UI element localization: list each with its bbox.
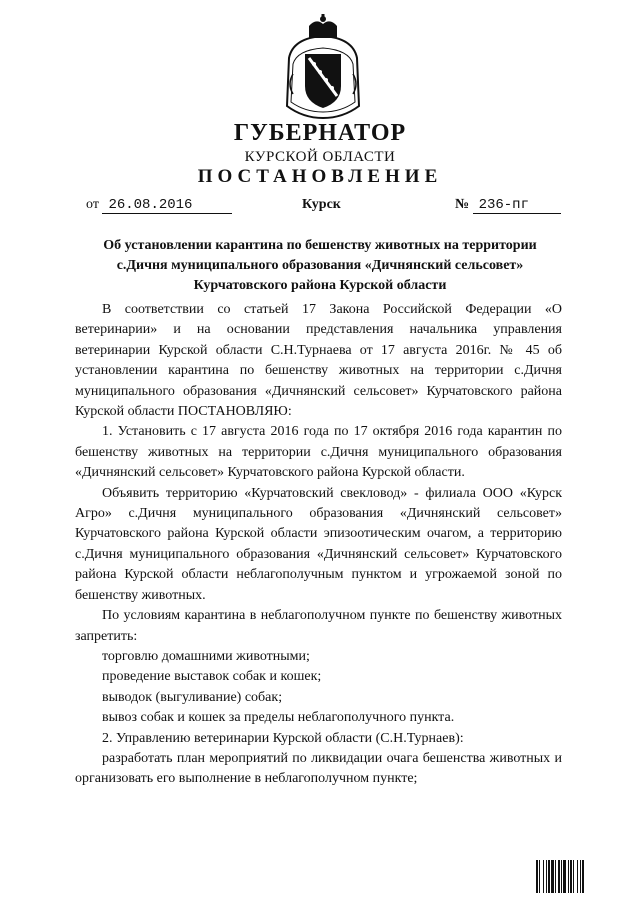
date-prefix: от — [86, 197, 99, 212]
body-paragraph: 1. Установить с 17 августа 2016 года по 17 октября 2016 года карантин по бешенству животных на территории с.Дичня муниципального образования «Дичнянский сельсовет» Курчатовского района Курской области. — [75, 424, 562, 481]
coat-of-arms-icon — [283, 14, 363, 122]
document-type-title: ПОСТАНОВЛЕНИЕ — [197, 166, 443, 187]
subject-line: Курчатовского района Курской области — [193, 278, 447, 293]
number-prefix: № — [455, 197, 470, 212]
body-paragraph: 2. Управлению ветеринарии Курской области (С.Н.Турнаев): — [102, 730, 464, 746]
body-paragraph: разработать план мероприятий по ликвидации очага бешенства животных и организовать его выполнение в неблагополучном пункте; — [75, 750, 562, 787]
body-paragraph: По условиям карантина в неблагополучном пункте по бешенству животных запретить: — [75, 608, 562, 644]
list-item: проведение выставок собак и кошек; — [102, 669, 322, 685]
document-city: Курск — [302, 197, 341, 212]
list-item: торговлю домашними животными; — [102, 648, 310, 664]
list-item: вывоз собак и кошек за пределы неблагополучного пункта. — [102, 710, 455, 726]
barcode-icon — [536, 860, 613, 893]
region-title: КУРСКОЙ ОБЛАСТИ — [244, 149, 396, 165]
date-value: 26.08.2016 — [102, 197, 232, 214]
body-paragraph: В соответствии со статьей 17 Закона Российской Федерации «О ветеринарии» и на основании представления начальника управления ветеринарии Курской области С.Н.Турнаева от 17 августа 2016г. № 45 об установлении карантина по бешенству животных на территории с.Дичня муниципального образования «Дичнянский сельсовет» Курчатовского района Курской области ПОСТАНОВЛЯЮ: — [75, 302, 562, 420]
list-item: выводок (выгуливание) собак; — [102, 689, 283, 705]
governor-title: ГУБЕРНАТОР — [233, 120, 407, 146]
document-number — [455, 197, 561, 214]
document-date — [86, 197, 232, 214]
subject-line: Об установлении карантина по бешенству животных на территории — [103, 238, 537, 253]
body-paragraph: Объявить территорию «Курчатовский свекловод» - филиала ООО «Курск Агро» с.Дичня муниципального образования «Дичнянский сельсовет» Курчатовского района Курской области эпизоотическим очагом, а территорию с.Дичня муниципального образования «Дичнянский сельсовет» Курчатовского района Курской области неблагополучным пунктом и угрожаемой зоной по бешенству животных. — [75, 485, 562, 603]
document-subject — [60, 236, 580, 296]
subject-line: с.Дичня муниципального образования «Дичнянский сельсовет» — [116, 258, 524, 273]
document-body — [75, 300, 562, 790]
number-value: 236-пг — [473, 197, 561, 214]
